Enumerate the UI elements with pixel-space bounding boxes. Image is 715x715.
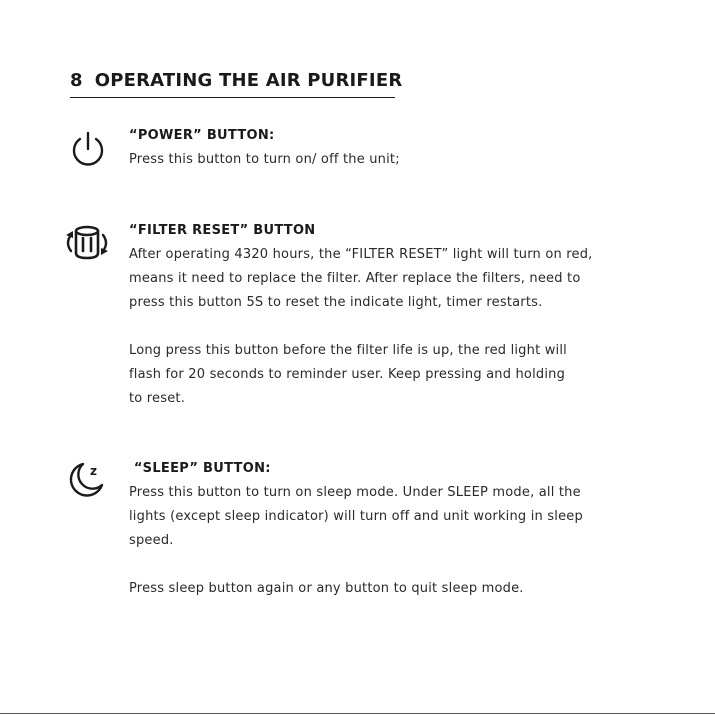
power-icon xyxy=(68,130,108,170)
filter-reset-line-3: press this button 5S to reset the indicate light, timer restarts. xyxy=(129,295,543,310)
filter-reset-line-2: means it need to replace the filter. After replace the filters, need to xyxy=(129,271,581,286)
filter-reset-paragraph-2 xyxy=(129,339,669,411)
power-line-1: Press this button to turn on/ off the unit; xyxy=(129,152,400,167)
filter-reset-line-4: Long press this button before the filter life is up, the red light will xyxy=(129,343,567,358)
sleep-moon-icon xyxy=(66,458,108,500)
filter-reset-icon xyxy=(62,222,112,262)
sleep-z-letter: z xyxy=(90,464,97,478)
filter-reset-line-5: flash for 20 seconds to reminder user. Keep pressing and holding xyxy=(129,367,566,382)
page-bottom-border xyxy=(0,713,715,714)
sleep-paragraph-1 xyxy=(129,481,669,553)
filter-reset-line-6: to reset. xyxy=(129,391,186,406)
page-heading xyxy=(70,68,403,98)
filter-reset-line-1: After operating 4320 hours, the “FILTER RESET” light will turn on red, xyxy=(129,247,593,262)
filter-reset-section xyxy=(129,221,669,411)
sleep-paragraph-2 xyxy=(129,577,669,601)
sleep-button-title: “SLEEP” BUTTON: xyxy=(129,461,271,476)
sleep-button-section xyxy=(129,459,669,601)
power-button-section xyxy=(129,126,669,172)
power-button-description xyxy=(129,148,669,172)
sleep-line-3: speed. xyxy=(129,533,174,548)
page-title: OPERATING THE AIR PURIFIER xyxy=(94,70,403,91)
filter-reset-title: “FILTER RESET” BUTTON xyxy=(129,223,316,238)
sleep-line-4: Press sleep button again or any button to quit sleep mode. xyxy=(129,581,524,596)
filter-reset-paragraph-1 xyxy=(129,243,669,315)
section-number: 8 xyxy=(70,70,83,91)
sleep-line-2: lights (except sleep indicator) will turn off and unit working in sleep xyxy=(129,509,583,524)
sleep-line-1: Press this button to turn on sleep mode. Under SLEEP mode, all the xyxy=(129,485,581,500)
power-button-title: “POWER” BUTTON: xyxy=(129,128,275,143)
